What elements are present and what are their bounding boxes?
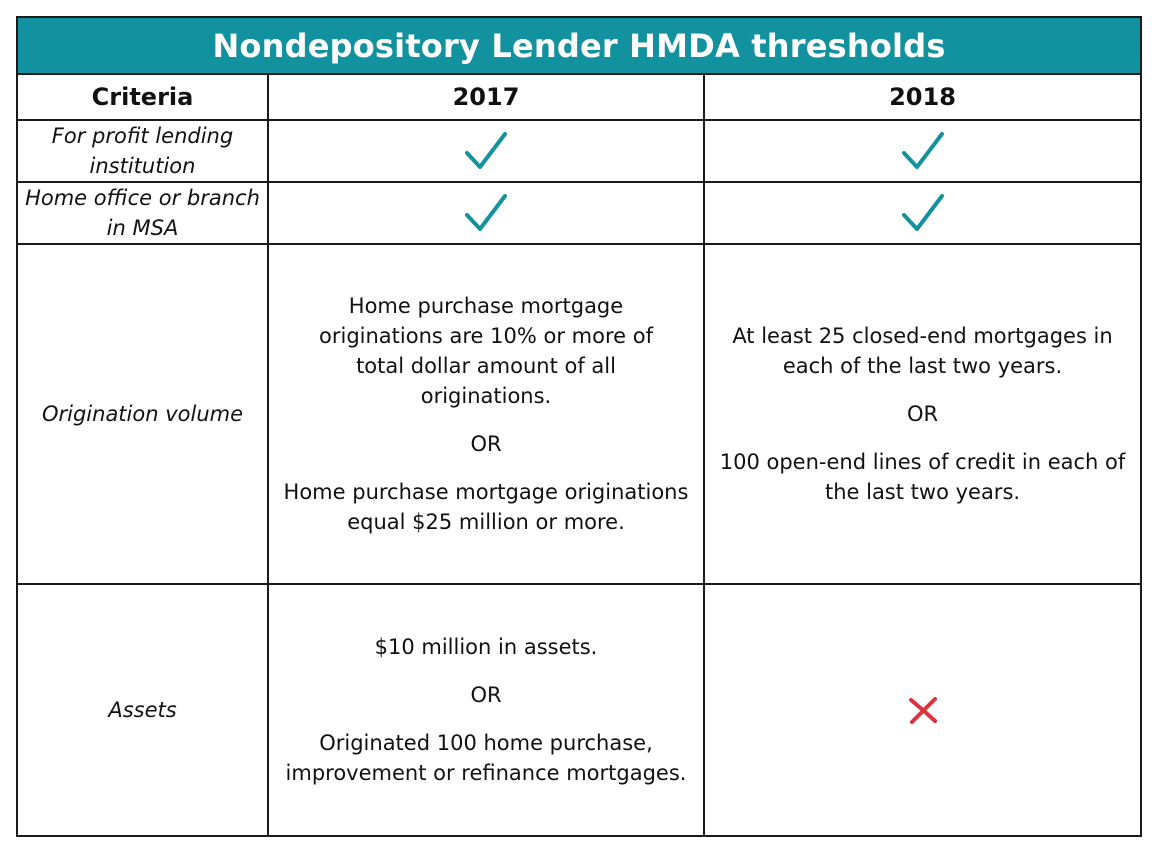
criteria-profit: For profit lending institution bbox=[17, 120, 268, 182]
table-title: Nondepository Lender HMDA thresholds bbox=[17, 17, 1141, 74]
criteria-assets: Assets bbox=[17, 584, 268, 836]
criteria-volume: Origination volume bbox=[17, 244, 268, 584]
cell-assets-2017 bbox=[268, 584, 704, 836]
header-criteria: Criteria bbox=[17, 74, 268, 120]
table-row-office bbox=[17, 182, 1141, 244]
table-row-volume bbox=[17, 244, 1141, 584]
header-2018: 2018 bbox=[704, 74, 1141, 120]
check-icon bbox=[901, 131, 945, 171]
volume-2017-line2: Home purchase mortgage originations equal $25 million or more. bbox=[283, 480, 689, 534]
cell-assets-2018 bbox=[704, 584, 1141, 836]
volume-2018-line1: At least 25 closed-end mortgages in each of the last two years. bbox=[732, 324, 1113, 378]
header-row bbox=[17, 74, 1141, 120]
volume-2018-or: OR bbox=[906, 402, 939, 426]
assets-2017-line2: Originated 100 home purchase, improvement or refinance mortgages. bbox=[285, 731, 687, 785]
volume-2017-or: OR bbox=[470, 432, 502, 456]
cell-volume-2018 bbox=[704, 244, 1141, 584]
check-icon bbox=[464, 131, 508, 171]
assets-2017-or: OR bbox=[470, 683, 502, 707]
cell-profit-2017 bbox=[268, 120, 704, 182]
criteria-office: Home office or branch in MSA bbox=[17, 182, 268, 244]
x-icon bbox=[906, 695, 940, 725]
check-icon bbox=[464, 193, 508, 233]
check-icon bbox=[901, 193, 945, 233]
volume-2017-line1: Home purchase mortgage originations are 10% or more of total dollar amount of all originations. bbox=[319, 294, 653, 408]
title-row bbox=[17, 17, 1141, 74]
cell-profit-2018 bbox=[704, 120, 1141, 182]
cell-volume-2017 bbox=[268, 244, 704, 584]
header-2017: 2017 bbox=[268, 74, 704, 120]
assets-2017-line1: $10 million in assets. bbox=[374, 635, 598, 659]
table-row-profit bbox=[17, 120, 1141, 182]
hmda-thresholds-table bbox=[16, 16, 1142, 837]
cell-office-2017 bbox=[268, 182, 704, 244]
volume-2018-line2: 100 open-end lines of credit in each of the last two years. bbox=[719, 450, 1126, 504]
cell-office-2018 bbox=[704, 182, 1141, 244]
table-row-assets bbox=[17, 584, 1141, 836]
